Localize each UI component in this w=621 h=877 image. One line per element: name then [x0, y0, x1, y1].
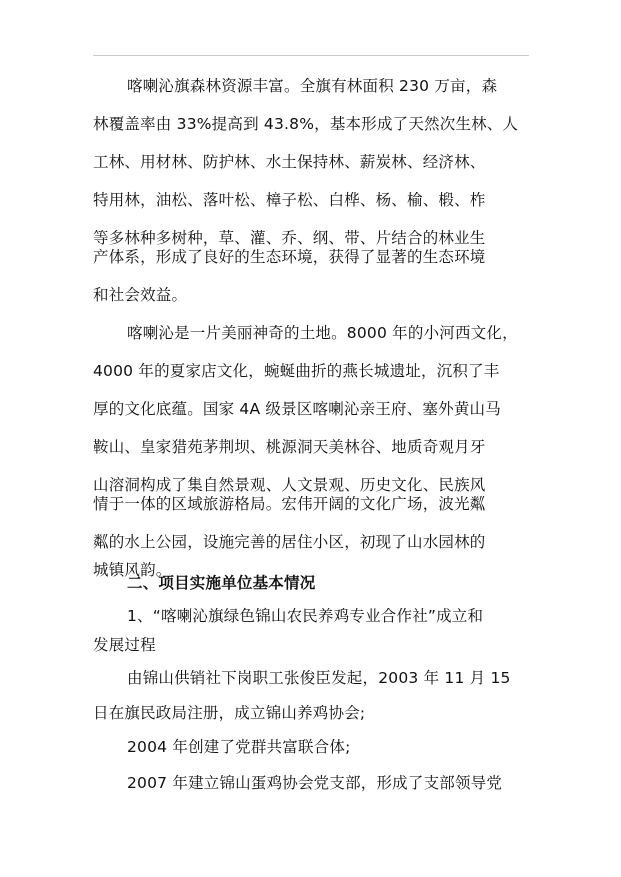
paragraph-1-line-5: 等多林种多树种，草、灌、乔、纲、带、片结合的林业生	[93, 229, 486, 247]
paragraph-2-line-6: 情于一体的区域旅游格局。宏伟开阔的文化广场，波光粼	[93, 495, 486, 513]
paragraph-2-line-5: 山溶洞构成了集自然景观、人文景观、历史文化、民族风	[93, 476, 486, 494]
paragraph-2-line-8: 城镇风韵。	[93, 561, 172, 579]
paragraph-5: 2007 年建立锦山蛋鸡协会党支部，形成了支部领导党	[127, 774, 503, 792]
paragraph-2-line-4: 鞍山、皇家猎苑茅荆坝、桃源洞天美林谷、地质奇观月牙	[93, 438, 486, 456]
paragraph-1-line-1: 喀喇沁旗森林资源丰富。全旗有林面积 230 万亩，森	[127, 77, 498, 95]
subsection-title-line-2: 发展过程	[93, 636, 156, 654]
subsection-title-line-1: 1、“喀喇沁旗绿色锦山农民养鸡专业合作社”成立和	[127, 607, 484, 625]
section-heading: 二、项目实施单位基本情况	[127, 574, 316, 592]
paragraph-1-line-6: 产体系，形成了良好的生态环境，获得了显著的生态环境	[93, 248, 486, 266]
paragraph-2-line-1: 喀喇沁是一片美丽神奇的土地。8000 年的小河西文化，	[127, 324, 518, 342]
paragraph-1-line-7: 和社会效益。	[93, 286, 188, 304]
paragraph-3-line-1: 由锦山供销社下岗职工张俊臣发起，2003 年 11 月 15	[127, 669, 511, 687]
paragraph-4: 2004 年创建了党群共富联合体;	[127, 738, 351, 756]
paragraph-2-line-7: 粼的水上公园，设施完善的居住小区，初现了山水园林的	[93, 533, 486, 551]
paragraph-2-line-3: 厚的文化底蕴。国家 4A 级景区喀喇沁亲王府、塞外黄山马	[93, 400, 501, 418]
paragraph-1-line-2: 林覆盖率由 33%提高到 43.8%，基本形成了天然次生林、人	[93, 115, 519, 133]
paragraph-1-line-3: 工林、用材林、防护林、水土保持林、薪炭林、经济林、	[93, 153, 486, 171]
paragraph-1-line-4: 特用林，油松、落叶松、樟子松、白桦、杨、榆、椴、柞	[93, 191, 486, 209]
paragraph-2-line-2: 4000 年的夏家店文化，蜿蜒曲折的燕长城遗址，沉积了丰	[93, 362, 500, 380]
paragraph-3-line-2: 日在旗民政局注册，成立锦山养鸡协会;	[93, 704, 366, 722]
header-divider	[93, 55, 529, 56]
